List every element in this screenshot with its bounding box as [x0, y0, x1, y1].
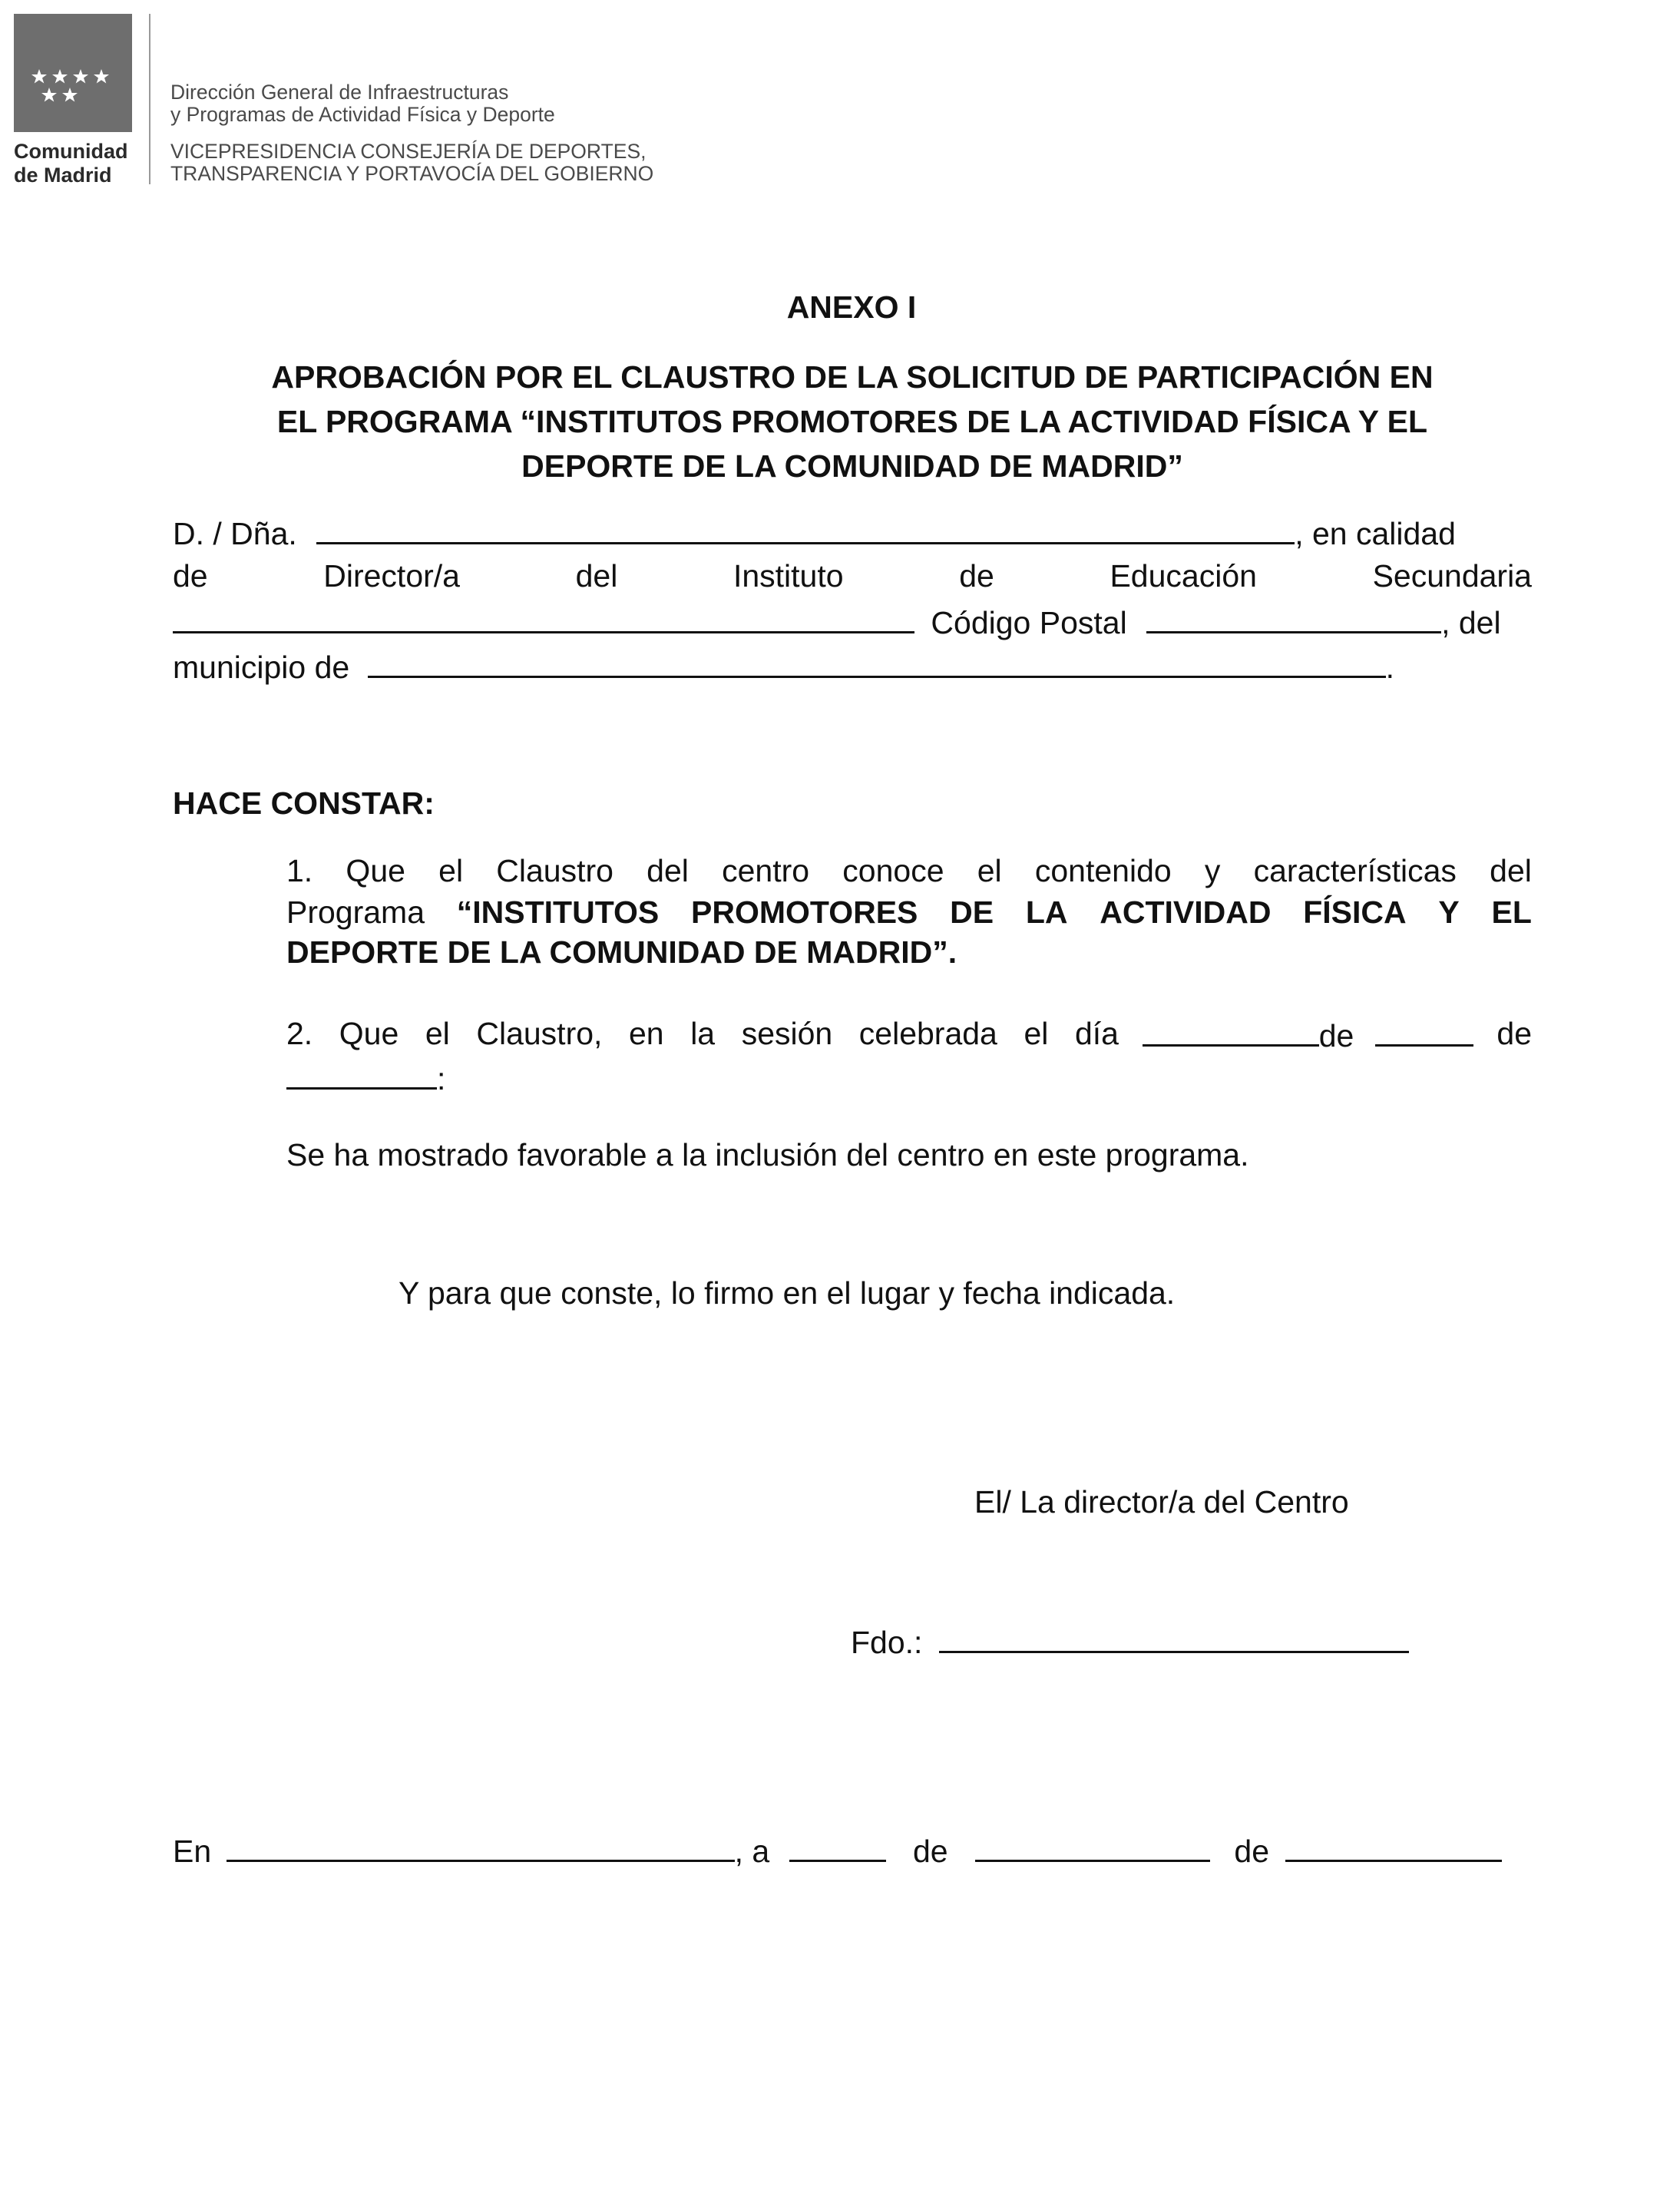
- item1-line2-word: LA: [1025, 895, 1068, 930]
- p1-line4-start: municipio de: [173, 650, 350, 685]
- p1-line1: [173, 511, 1532, 554]
- item1-line1-word: centro: [722, 853, 810, 888]
- item1-line1-word: del: [1490, 853, 1532, 888]
- item2-line1-word: día: [1074, 1016, 1119, 1051]
- day-blank[interactable]: [1143, 1014, 1319, 1047]
- postal-label: Código Postal: [931, 605, 1127, 640]
- p1-line2-word: de: [173, 558, 208, 594]
- item1-line1-word: conoce: [842, 853, 944, 888]
- annex-heading: ANEXO I: [786, 289, 917, 325]
- en-label: En: [173, 1834, 212, 1869]
- document-title: [173, 355, 1532, 488]
- item2-de1: de: [1318, 1018, 1354, 1053]
- item2-line2-end: :: [437, 1061, 446, 1096]
- item2-line1-word: en: [629, 1016, 664, 1051]
- item2-date-group: [1143, 1014, 1473, 1056]
- item1-line1-word: Claustro: [496, 853, 613, 888]
- item2-line1-word: el: [425, 1016, 450, 1051]
- p1-line4-end: .: [1385, 650, 1394, 685]
- p1-line2-word: Instituto: [733, 558, 844, 594]
- p1-line1-start: D. / Dña.: [173, 516, 297, 551]
- a-label: , a: [734, 1834, 770, 1869]
- vice-line1: VICEPRESIDENCIA CONSEJERÍA DE DEPORTES,: [170, 140, 647, 163]
- logo-line1: Comunidad: [14, 140, 128, 163]
- municipality-blank[interactable]: [368, 645, 1386, 678]
- six-white-stars-icon: [14, 14, 132, 132]
- p1-line3: [173, 600, 1532, 643]
- title-line2: EL PROGRAMA “INSTITUTOS PROMOTORES DE LA ACTIVIDAD FÍSICA Y EL: [276, 404, 1428, 439]
- item1-line2-word: FÍSICA: [1303, 895, 1407, 930]
- item1-line2-word: EL: [1491, 895, 1532, 930]
- place-blank[interactable]: [227, 1829, 735, 1862]
- date-day-blank[interactable]: [789, 1829, 886, 1862]
- p1-line3-end: , del: [1441, 605, 1501, 640]
- item2-line1: [286, 1014, 1532, 1056]
- logo-line2: de Madrid: [14, 164, 112, 187]
- item1-line2-word: “INSTITUTOS: [456, 895, 660, 930]
- item2-line1-word: celebrada: [858, 1016, 997, 1051]
- favorable-sentence: Se ha mostrado favorable a la inclusión del centro en este programa.: [286, 1137, 1249, 1172]
- direction-general-block: [170, 81, 555, 126]
- item1-line1-word: características: [1253, 853, 1457, 888]
- signature-blank[interactable]: [939, 1620, 1409, 1653]
- item2-line1-word: Que: [339, 1016, 399, 1051]
- p1-line2: [173, 556, 1532, 596]
- item1-line1-word: del: [647, 853, 689, 888]
- director-label: El/ La director/a del Centro: [974, 1484, 1349, 1520]
- p1-line1-end: , en calidad: [1295, 516, 1456, 551]
- year-blank[interactable]: [286, 1057, 437, 1090]
- direction-line1: Dirección General de Infraestructuras: [170, 81, 509, 104]
- vice-line2: TRANSPARENCIA Y PORTAVOCÍA DEL GOBIERNO: [170, 162, 654, 185]
- item2-de2: de: [1496, 1016, 1532, 1051]
- p1-line2-word: Secundaria: [1372, 558, 1532, 594]
- fdo-label: Fdo.:: [851, 1625, 923, 1660]
- item1-line1-word: el: [438, 853, 464, 888]
- month-blank[interactable]: [1375, 1014, 1473, 1047]
- item1-line1-word: y: [1204, 853, 1221, 888]
- p1-line4: [173, 645, 1532, 687]
- item1-line1: [286, 851, 1532, 891]
- institute-blank[interactable]: [173, 600, 914, 633]
- item1-line1-word: el: [977, 853, 1002, 888]
- direction-line2: y Programas de Actividad Física y Deporte: [170, 103, 555, 126]
- postal-code-blank[interactable]: [1146, 600, 1441, 633]
- place-date-line: [173, 1829, 1502, 1871]
- title-line1: APROBACIÓN POR EL CLAUSTRO DE LA SOLICITUD DE PARTICIPACIÓN EN: [271, 359, 1434, 395]
- item1-line2-word: ACTIVIDAD: [1100, 895, 1272, 930]
- item1-line1-word: contenido: [1034, 853, 1172, 888]
- signature-line: [851, 1620, 1409, 1662]
- conste-sentence: Y para que conste, lo firmo en el lugar y fecha indicada.: [399, 1275, 1176, 1311]
- item2-words: [286, 1014, 1119, 1056]
- title-line3: DEPORTE DE LA COMUNIDAD DE MADRID”: [521, 448, 1183, 484]
- item1-line2: [286, 892, 1532, 932]
- item1-line3: DEPORTE DE LA COMUNIDAD DE MADRID”.: [286, 934, 957, 970]
- item1-line1-word: Que: [346, 853, 405, 888]
- header-divider: [149, 14, 150, 184]
- logo-wordmark: [14, 140, 137, 187]
- item1-line2-word: Y: [1438, 895, 1460, 930]
- hace-constar-heading: HACE CONSTAR:: [173, 785, 435, 821]
- p1-line2-word: Director/a: [323, 558, 460, 594]
- item1-line2-programa: Programa: [286, 895, 425, 930]
- de1-label: de: [912, 1834, 948, 1869]
- item1-line2-word: DE: [950, 895, 994, 930]
- name-blank[interactable]: [316, 511, 1295, 544]
- date-month-blank[interactable]: [975, 1829, 1210, 1862]
- item2-line2: [286, 1057, 445, 1099]
- item2-line1-word: la: [690, 1016, 716, 1051]
- item2-line1-word: Claustro,: [476, 1016, 603, 1051]
- p1-line2-word: Educación: [1110, 558, 1257, 594]
- item1-line2-word: PROMOTORES: [691, 895, 918, 930]
- p1-line2-word: del: [575, 558, 618, 594]
- p1-line2-word: de: [959, 558, 994, 594]
- item2-line1-word: 2.: [286, 1016, 313, 1051]
- date-year-blank[interactable]: [1285, 1829, 1502, 1862]
- logo-emblem: [14, 14, 132, 132]
- item2-line1-word: sesión: [741, 1016, 833, 1051]
- de2-label: de: [1234, 1834, 1269, 1869]
- item2-line1-word: el: [1024, 1016, 1049, 1051]
- item1-line1-word: 1.: [286, 853, 313, 888]
- vicepresidencia-block: [170, 141, 653, 185]
